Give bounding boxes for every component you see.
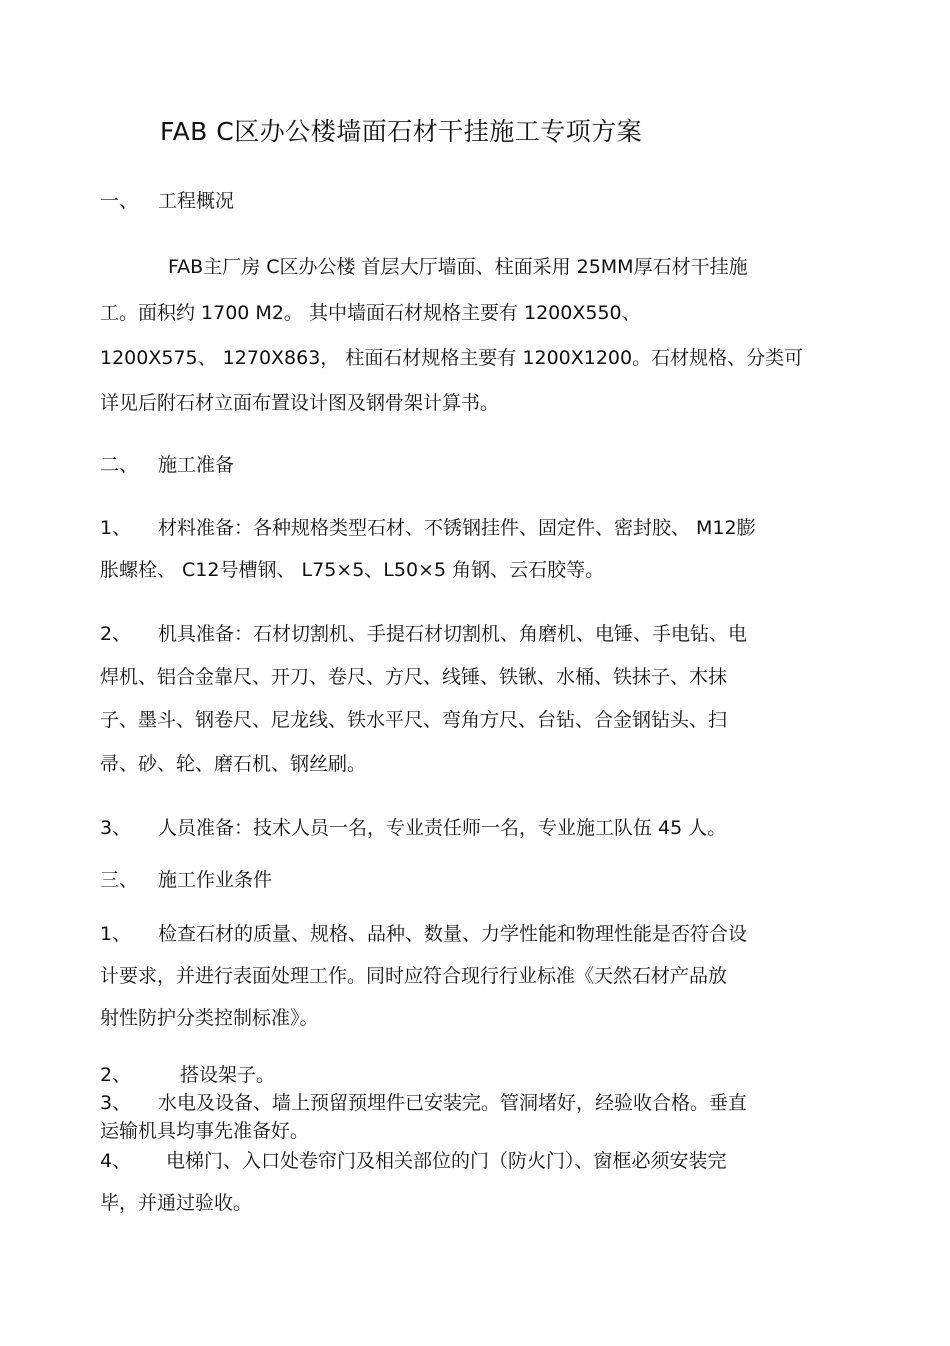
overview-line-3: 1200X575、 1270X863， 柱面石材规格主要有 1200X1200。石材规格、分类可 bbox=[100, 347, 804, 369]
prep-item-2-line-4: 帚、砂、轮、磨石机、钢丝刷。 bbox=[100, 753, 367, 775]
prep-item-2-line-3: 子、墨斗、钢卷尺、尼龙线、铁水平尺、弯角方尺、台钻、合金钢钻头、扫 bbox=[100, 709, 728, 731]
item-text: 水电及设备、墙上预留预埋件已安装完。管洞堵好，经验收合格。垂直 bbox=[158, 1092, 748, 1114]
prep-item-3 bbox=[100, 815, 726, 841]
item-number: 1、 bbox=[100, 923, 132, 945]
condition-item-4-line-1 bbox=[100, 1148, 727, 1174]
section-number: 一、 bbox=[100, 190, 139, 212]
condition-item-3-line-1 bbox=[100, 1090, 747, 1116]
condition-item-3-line-2: 运输机具均事先准备好。 bbox=[100, 1120, 310, 1142]
item-number: 3、 bbox=[100, 1092, 132, 1114]
item-number: 4、 bbox=[100, 1150, 132, 1172]
section-number: 二、 bbox=[100, 454, 139, 476]
item-number: 1、 bbox=[100, 517, 132, 539]
item-text: 人员准备：技术人员一名，专业责任师一名，专业施工队伍 45 人。 bbox=[158, 817, 727, 839]
item-text: 搭设架子。 bbox=[180, 1064, 276, 1086]
item-number: 2、 bbox=[100, 1064, 132, 1086]
item-text: 检查石材的质量、规格、品种、数量、力学性能和物理性能是否符合设 bbox=[158, 923, 748, 945]
condition-item-1-line-1 bbox=[100, 921, 747, 947]
section-number: 三、 bbox=[100, 869, 139, 891]
prep-item-1-line-2: 胀螺栓、 C12号槽钢、 L75×5、L50×5 角钢、云石胶等。 bbox=[100, 559, 605, 581]
section-title: 施工准备 bbox=[158, 454, 235, 476]
document-title: FAB C区办公楼墙面石材干挂施工专项方案 bbox=[160, 117, 643, 146]
section-heading-1 bbox=[100, 188, 234, 214]
overview-line-4: 详见后附石材立面布置设计图及钢骨架计算书。 bbox=[100, 392, 500, 414]
overview-line-1: FAB主厂房 C区办公楼 首层大厅墙面、柱面采用 25MM厚石材干挂施 bbox=[168, 256, 748, 278]
item-text: 机具准备：石材切割机、手提石材切割机、角磨机、电锤、手电钻、电 bbox=[158, 623, 748, 645]
overview-line-2: 工。面积约 1700 M2。 其中墙面石材规格主要有 1200X550、 bbox=[100, 302, 641, 324]
section-heading-2 bbox=[100, 452, 234, 478]
item-text: 电梯门、入口处卷帘门及相关部位的门（防火门）、窗框必须安装完 bbox=[166, 1150, 727, 1172]
condition-item-1-line-3: 射性防护分类控制标准》。 bbox=[100, 1007, 319, 1029]
section-heading-3 bbox=[100, 867, 272, 893]
condition-item-2 bbox=[100, 1062, 275, 1088]
prep-item-2-line-1 bbox=[100, 621, 747, 647]
prep-item-2-line-2: 焊机、铝合金靠尺、开刀、卷尺、方尺、线锤、铁锹、水桶、铁抹子、木抹 bbox=[100, 666, 728, 688]
section-title: 工程概况 bbox=[158, 190, 235, 212]
condition-item-1-line-2: 计要求，并进行表面处理工作。同时应符合现行行业标准《天然石材产品放 bbox=[100, 965, 728, 987]
item-text: 材料准备：各种规格类型石材、不锈钢挂件、固定件、密封胶、 M12膨 bbox=[158, 517, 756, 539]
condition-item-4-line-2: 毕，并通过验收。 bbox=[100, 1192, 253, 1214]
item-number: 2、 bbox=[100, 623, 132, 645]
item-number: 3、 bbox=[100, 817, 132, 839]
prep-item-1-line-1 bbox=[100, 515, 756, 541]
section-title: 施工作业条件 bbox=[158, 869, 273, 891]
